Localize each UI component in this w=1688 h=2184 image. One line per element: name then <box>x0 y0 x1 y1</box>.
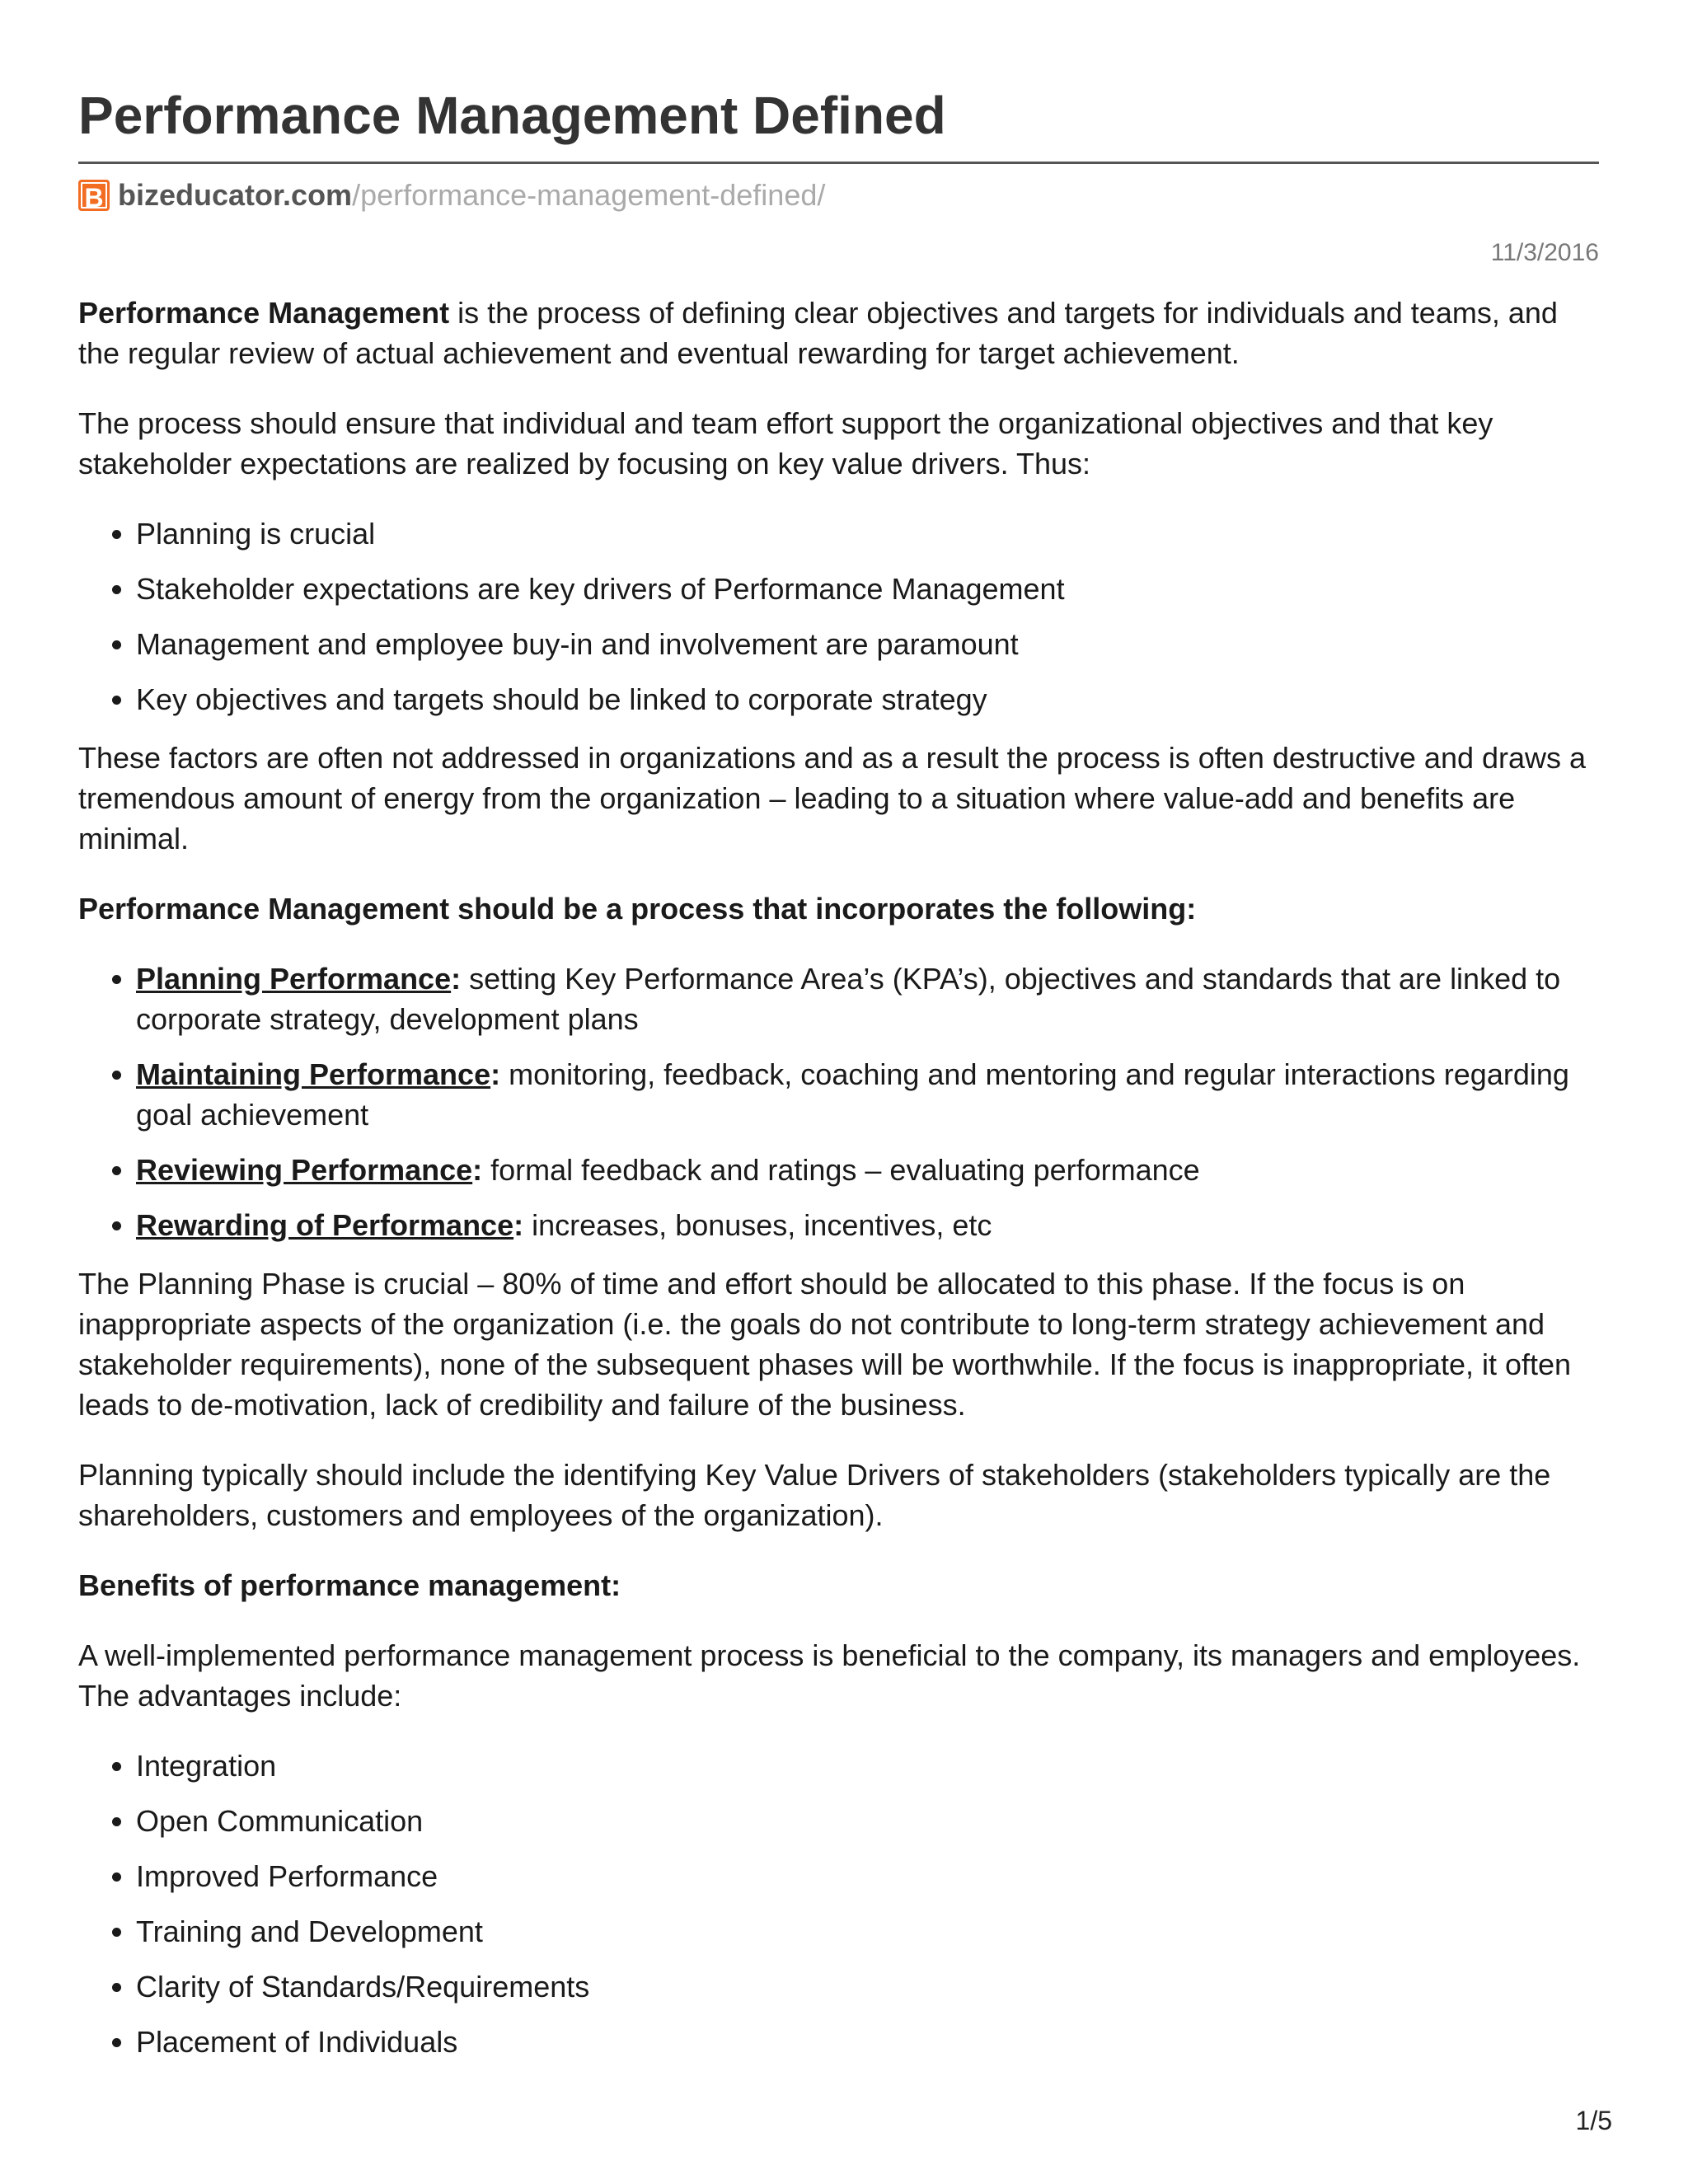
section-heading-process: Performance Management should be a process that incorporates the following: <box>78 892 1197 926</box>
list-item: • Key objectives and targets should be linked to corporate strategy <box>136 679 1599 719</box>
benefits-list <box>78 1746 1599 2062</box>
list-item: • Placement of Individuals <box>136 2022 1599 2062</box>
paragraph-5: Planning typically should include the identifying Key Value Drivers of stakeholders (stakeholders typically are the shareholders, customers and employees of the organization). <box>78 1458 1551 1532</box>
page-number: 1/5 <box>1575 2106 1612 2135</box>
intro-term: Performance Management <box>78 296 450 330</box>
section-heading-benefits: Benefits of performance management: <box>78 1568 621 1602</box>
phases-list <box>78 958 1599 1245</box>
paragraph-3: These factors are often not addressed in organizations and as a result the process is often destructive and draws a tremendous amount of energy from the organization – leading to a situation where value-add and benefits are minimal. <box>78 741 1587 855</box>
phase-colon: : <box>451 962 462 996</box>
key-drivers-list <box>78 513 1599 719</box>
phase-term: Reviewing Performance <box>136 1153 473 1187</box>
title-divider <box>78 162 1599 164</box>
phase-colon: : <box>490 1057 501 1091</box>
source-path[interactable]: /performance-management-defined/ <box>352 178 826 212</box>
list-item: • Open Communication <box>136 1801 1599 1841</box>
phase-item <box>136 958 1599 1039</box>
paragraph-4: The Planning Phase is crucial – 80% of time and effort should be allocated to this phase. If the focus is on inappropriate aspects of the organization (i.e. the goals do not contribute to long-term strategy achievement and stakeholder requirements), none of the subsequent phases will be worthwhile. If the focus is inappropriate, it often leads to de-motivation, lack of credibility and failure of the business. <box>78 1267 1572 1422</box>
list-item: • Clarity of Standards/Requirements <box>136 1966 1599 2007</box>
source-domain[interactable]: bizeducator.com <box>118 178 353 212</box>
phase-text: setting Key Performance Area’s (KPA’s), objectives and standards that are linked to corporate strategy, development plans <box>136 962 1561 1036</box>
paragraph-2: The process should ensure that individual and team effort support the organizational objectives and that key stakeholder expectations are realized by focusing on key value drivers. Thus: <box>78 406 1493 480</box>
phase-term: Maintaining Performance <box>136 1057 491 1091</box>
intro-text: is the process of defining clear objectives and targets for individuals and teams, and the regular review of actual achievement and eventual rewarding for target achievement. <box>78 296 1558 370</box>
phase-item <box>136 1150 1599 1190</box>
list-item: • Training and Development <box>136 1911 1599 1952</box>
article-body <box>78 293 1599 2080</box>
phase-colon: : <box>472 1153 483 1187</box>
phase-colon: : <box>513 1208 524 1242</box>
list-item: • Integration <box>136 1746 1599 1786</box>
list-item: • Management and employee buy-in and involvement are paramount <box>136 624 1599 664</box>
list-item: • Stakeholder expectations are key drivers of Performance Management <box>136 569 1599 609</box>
list-item: • Improved Performance <box>136 1856 1599 1896</box>
phase-text: formal feedback and ratings – evaluating performance <box>482 1153 1200 1187</box>
phase-term: Rewarding of Performance <box>136 1208 514 1242</box>
page-title: Performance Management Defined <box>78 86 946 145</box>
list-item: • Planning is crucial <box>136 513 1599 554</box>
phase-text: monitoring, feedback, coaching and mentoring and regular interactions regarding goal achievement <box>136 1057 1569 1132</box>
phase-item <box>136 1205 1599 1245</box>
paragraph-6: A well-implemented performance management process is beneficial to the company, its managers and employees. The advantages include: <box>78 1638 1581 1713</box>
publish-date: 11/3/2016 <box>1490 239 1599 266</box>
phase-text: increases, bonuses, incentives, etc <box>523 1208 992 1242</box>
intro-paragraph <box>78 293 1599 373</box>
phase-item <box>136 1054 1599 1135</box>
bizeducator-logo-icon: B <box>78 180 110 211</box>
phase-term: Planning Performance <box>136 962 452 996</box>
source-link[interactable] <box>78 175 825 216</box>
